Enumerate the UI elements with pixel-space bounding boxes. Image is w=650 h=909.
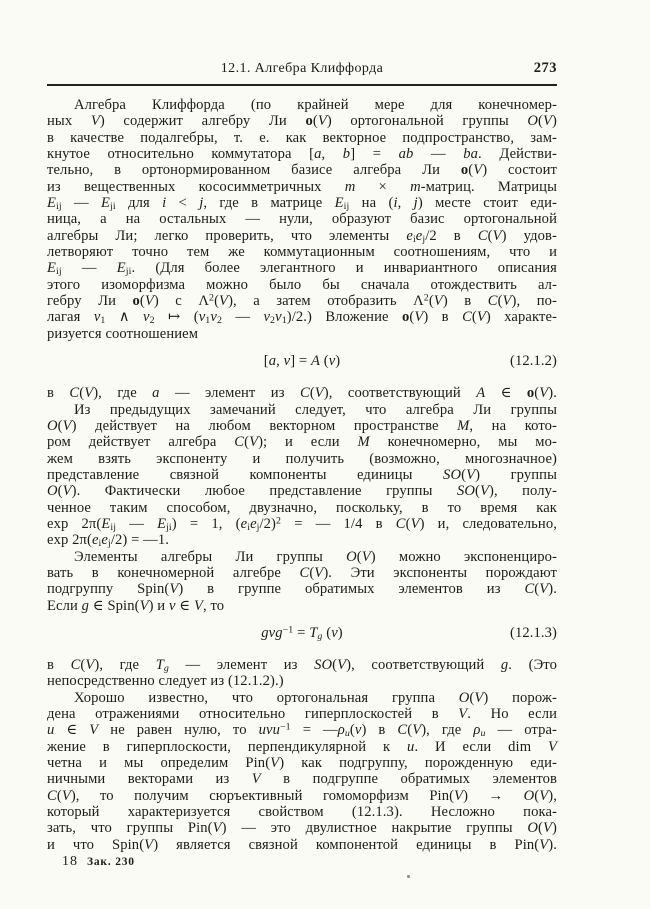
- paragraph: [47, 385, 557, 401]
- text-line: жем взять экспоненту и получить (возможно, многозначное): [47, 450, 557, 467]
- text-line: Из предыдущих замечаний следует, что алгебра Ли группы: [74, 401, 557, 418]
- text-line: кнутое относительно коммутатора [a, b] = ab — ba. Действи-: [47, 146, 557, 163]
- text-line: ничными векторами из V в подгруппе обратимых элементов: [47, 771, 557, 788]
- text-line: который характеризуется свойством (12.1.3). Несложно пока-: [47, 804, 557, 821]
- text-line: четна и мы определим Pin(V) как подгруппу, порожденную еди-: [47, 755, 557, 772]
- text-line: вать в конечномерной алгебре C(V). Эти экспоненты порождают: [47, 564, 557, 581]
- text-line: и что Spin(V) является связной компонентой единицы в Pin(V).: [47, 836, 557, 853]
- text-line: в C(V), где $T_g$ — элемент из SO(V), соответствующий g. (Это: [47, 656, 557, 675]
- paragraph: [47, 549, 557, 614]
- header-rule: [47, 84, 557, 86]
- display-equation: [47, 352, 557, 370]
- text-line: ром действует алгебра C(V); и если M конечномерно, мы мо-: [47, 434, 557, 451]
- page-number: 273: [533, 60, 557, 76]
- running-head-section-title: 12.1. Алгебра Клиффорда: [220, 61, 384, 76]
- paragraph: [47, 97, 557, 342]
- text-line: подгруппу Spin(V) в группе обратимых элементов из C(V).: [47, 581, 557, 598]
- text-line: алгебры Ли; легко проверить, что элементы $e_ie_j/2$ в C(V) удов-: [47, 227, 557, 245]
- display-equation: [47, 624, 557, 642]
- text-line: зать, что группы Pin(V) — это двулистное накрытие группы O(V): [47, 820, 557, 837]
- text-line: ница, а на остальных — нули, образуют базис ортогональной: [47, 211, 557, 228]
- text-line: $\exp 2\pi(e_ie_j/2)$ = —1.: [47, 532, 170, 550]
- printers-imprint: [62, 852, 135, 870]
- text-line: жение в гиперплоскости, перпендикулярной к u. И если dim V: [47, 738, 557, 755]
- text-line: непосредственно следует из (12.1.2).): [47, 673, 284, 690]
- text-line: представление связной компоненты единицы SO(V) группы: [47, 466, 557, 483]
- text-line: ризуется соотношением: [47, 325, 199, 342]
- page-body: [47, 97, 557, 853]
- text-line: u ∈ V не равен нулю, то $uvu^{-1} = —\rho_u(v)$ в C(V), где $\rho_u$ — отра-: [47, 721, 558, 740]
- text-line: этого изоморфизма можно было бы сначала отождествить ал-: [47, 276, 557, 293]
- text-line: Алгебра Клиффорда (по крайней мере для конечномер-: [74, 97, 557, 113]
- text-line: C(V), то получим сюръективный гомоморфизм Pin(V) → O(V),: [47, 787, 557, 804]
- text-line: Если g ∈ Spin(V) и v ∈ V, то: [47, 597, 225, 614]
- text-line: O(V) действует на любом векторном пространстве M, на кото-: [47, 417, 557, 434]
- text-line: тельно, в ортонормированном базисе алгебра Ли o(V) состоит: [47, 162, 557, 179]
- text-line: Элементы алгебры Ли группы O(V) можно экспоненциро-: [74, 548, 557, 565]
- text-line: летворяют точно тем же коммутационным соотношениям, что и: [47, 244, 557, 261]
- text-line: из вещественных кососимметричных m × m-матриц. Матрицы: [47, 178, 557, 195]
- text-line: $E_{ij}$ — $E_{ji}$ для i < j, где в матрице $E_{ij}$ на (i, j) месте стоит еди-: [47, 195, 558, 213]
- equation-number: (12.1.2): [509, 353, 557, 370]
- text-line: ных V) содержит алгебру Ли o(V) ортогональной группы O(V): [47, 113, 557, 130]
- scan-speck: [407, 875, 410, 878]
- paragraph: [47, 657, 557, 690]
- text-line: $\exp 2\pi(E_{ij}$ — $E_{ji}) = 1$, $(e_ie_j/2)^2$ = — 1/4 в C(V) и, следовательно,: [47, 515, 557, 534]
- text-line: в качестве подалгебры, т. е. как векторное подпространство, зам-: [47, 129, 557, 146]
- paragraph: [47, 690, 557, 853]
- print-sheet-number: 18: [62, 854, 78, 869]
- paragraph: [47, 402, 557, 549]
- equation-formula: [a, v] = A (v): [263, 353, 341, 370]
- text-line: $E_{ij}$ — $E_{ji}$. (Для более элегантного и инвариантного описания: [47, 260, 557, 278]
- text-line: лагая $v_1$ ∧ $v_2$ ↦ ($v_1v_2$ — $v_2v_1)/2$.) Вложение o(V) в C(V) характе-: [47, 309, 558, 327]
- equation-formula: $gvg^{-1} = T_g$ (v): [261, 624, 343, 643]
- text-line: ченное таким способом, двузначно, поскольку, в то время как: [47, 499, 557, 516]
- text-line: Хорошо известно, что ортогональная группа O(V) порож-: [74, 689, 557, 706]
- text-line: в C(V), где a — элемент из C(V), соответствующий A ∈ o(V).: [47, 385, 557, 402]
- text-line: O(V). Фактически любое представление группы SO(V), полу-: [47, 483, 558, 500]
- equation-number: (12.1.3): [509, 624, 557, 641]
- print-order-number: Зак. 230: [87, 856, 135, 868]
- text-line: гебру Ли o(V) с $\Lambda^2(V)$, а затем отобразить $\Lambda^2(V)$ в C(V), по-: [47, 292, 557, 310]
- text-line: дена отражениями относительно гиперплоскостей в V. Но если: [47, 706, 557, 722]
